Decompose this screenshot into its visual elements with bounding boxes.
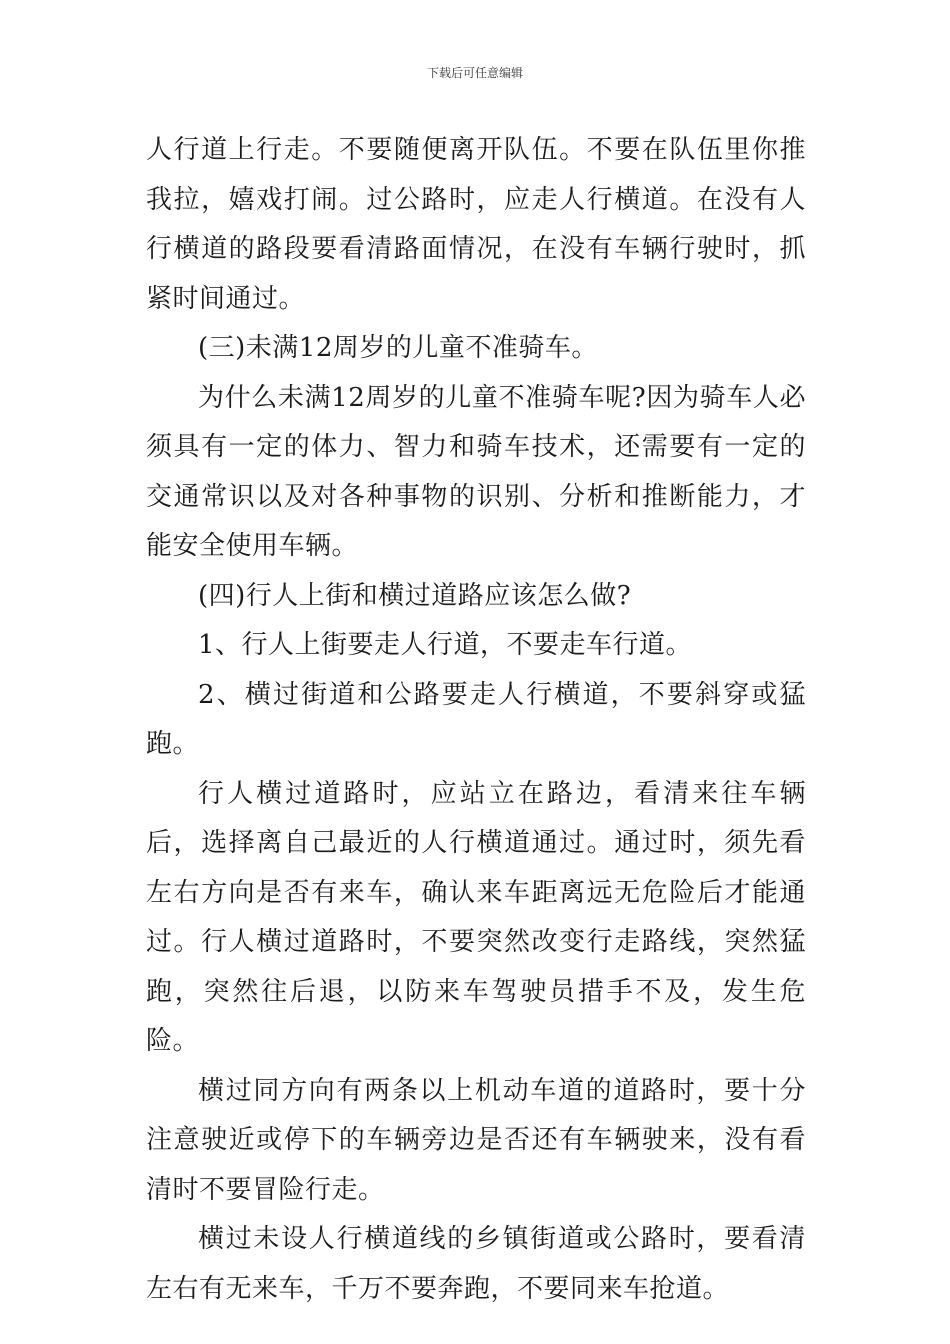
paragraph-no-crosswalk: 横过未设人行横道线的乡镇街道或公路时，要看清左右有无来车，千万不要奔跑，不要同来车抢道。 — [146, 1224, 806, 1304]
document-body — [146, 126, 806, 1314]
section-heading-three: (三)未满12周岁的儿童不准骑车。 — [198, 333, 598, 363]
paragraph-continuation: 人行道上行走。不要随便离开队伍。不要在队伍里你推我拉，嬉戏打闹。过公路时，应走人行横道。在没有人行横道的路段要看清路面情况，在没有车辆行驶时，抓紧时间通过。 — [146, 135, 806, 314]
page-header: 下载后可任意编辑 — [426, 66, 523, 80]
list-item-1: 1、行人上街要走人行道，不要走车行道。 — [198, 630, 693, 660]
paragraph-crossing-road: 行人横过道路时，应站立在路边，看清来往车辆后，选择离自己最近的人行横道通过。通过时，须先看左右方向是否有来车，确认来车距离远无危险后才能通过。行人横过道路时，不要突然改变行走路线，突然猛跑，突然往后退，以防来车驾驶员措手不及，发生危险。 — [146, 778, 806, 1056]
paragraph-multi-lane: 横过同方向有两条以上机动车道的道路时，要十分注意驶近或停下的车辆旁边是否还有车辆驶来，没有看清时不要冒险行走。 — [146, 1075, 806, 1205]
section-heading-four: (四)行人上街和横过道路应该怎么做? — [198, 580, 632, 611]
list-item-2: 2、横过街道和公路要走人行横道，不要斜穿或猛跑。 — [146, 679, 806, 759]
paragraph-cycling-reason: 为什么未满12周岁的儿童不准骑车呢?因为骑车人必须具有一定的体力、智力和骑车技术，还需要有一定的交通常识以及对各种事物的识别、分析和推断能力，才能安全使用车辆。 — [146, 382, 806, 561]
